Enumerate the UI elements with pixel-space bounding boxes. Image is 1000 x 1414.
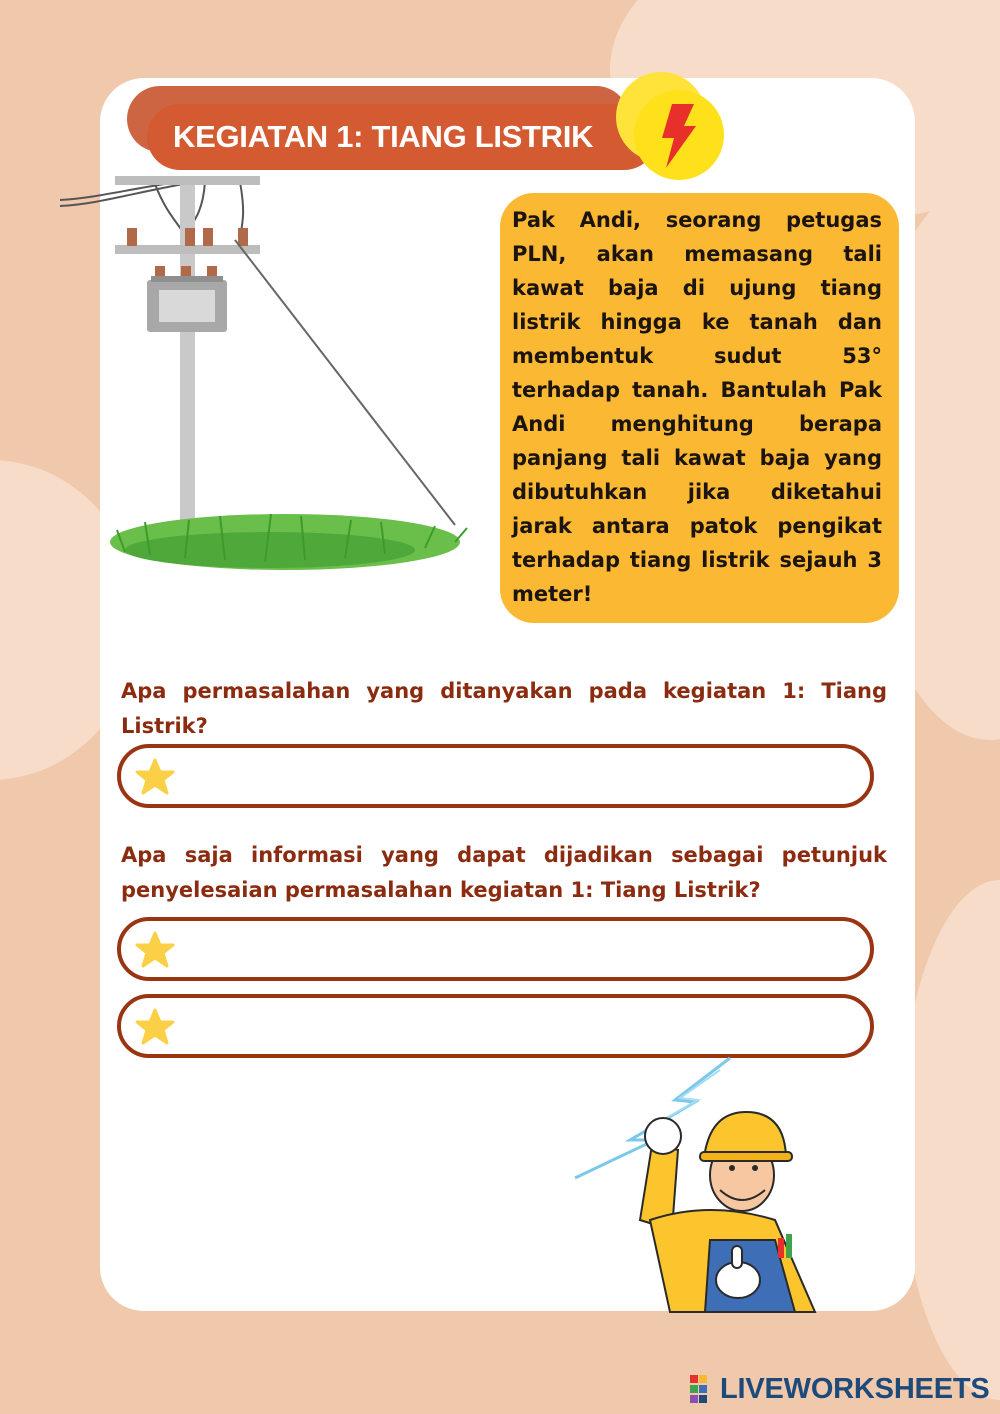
star-icon — [135, 758, 175, 796]
star-icon — [135, 1008, 175, 1046]
answer-field-3[interactable] — [117, 994, 874, 1058]
brand-text: LIVEWORKSHEETS — [720, 1372, 990, 1405]
page-title: KEGIATAN 1: TIANG LISTRIK — [173, 119, 594, 154]
answer-input-1[interactable] — [191, 756, 855, 798]
answer-field-1[interactable] — [117, 744, 874, 808]
electric-pole-illustration — [55, 170, 505, 590]
answer-field-2[interactable] — [117, 917, 874, 981]
title-banner — [147, 104, 657, 170]
star-icon — [135, 931, 175, 969]
question-2: Apa saja informasi yang dapat dijadikan sebagai petunjuk penyelesaian permasalahan kegiatan 1: Tiang Listrik? — [121, 843, 887, 902]
story-text: Pak Andi, seorang petugas PLN, akan memasang tali kawat baja di ujung tiang listrik hingga ke tanah dan membentuk sudut 53° terhadap tanah. Bantulah Pak Andi menghitung berapa panjang tali kawat baja yang dibutuhkan jika diketahui jarak antara patok pengikat terhadap tiang listrik sejauh 3 meter! — [512, 208, 882, 606]
answer-input-2[interactable] — [191, 929, 855, 971]
question-1: Apa permasalahan yang ditanyakan pada kegiatan 1: Tiang Listrik? — [121, 679, 887, 738]
story-box — [500, 193, 899, 623]
liveworksheets-logo-icon — [690, 1375, 716, 1403]
electrician-worker-illustration — [560, 1050, 840, 1314]
answer-input-3[interactable] — [191, 1006, 855, 1048]
liveworksheets-brand — [690, 1372, 990, 1406]
lightning-bolt-icon — [648, 100, 708, 172]
background-blob — [900, 880, 1000, 1400]
